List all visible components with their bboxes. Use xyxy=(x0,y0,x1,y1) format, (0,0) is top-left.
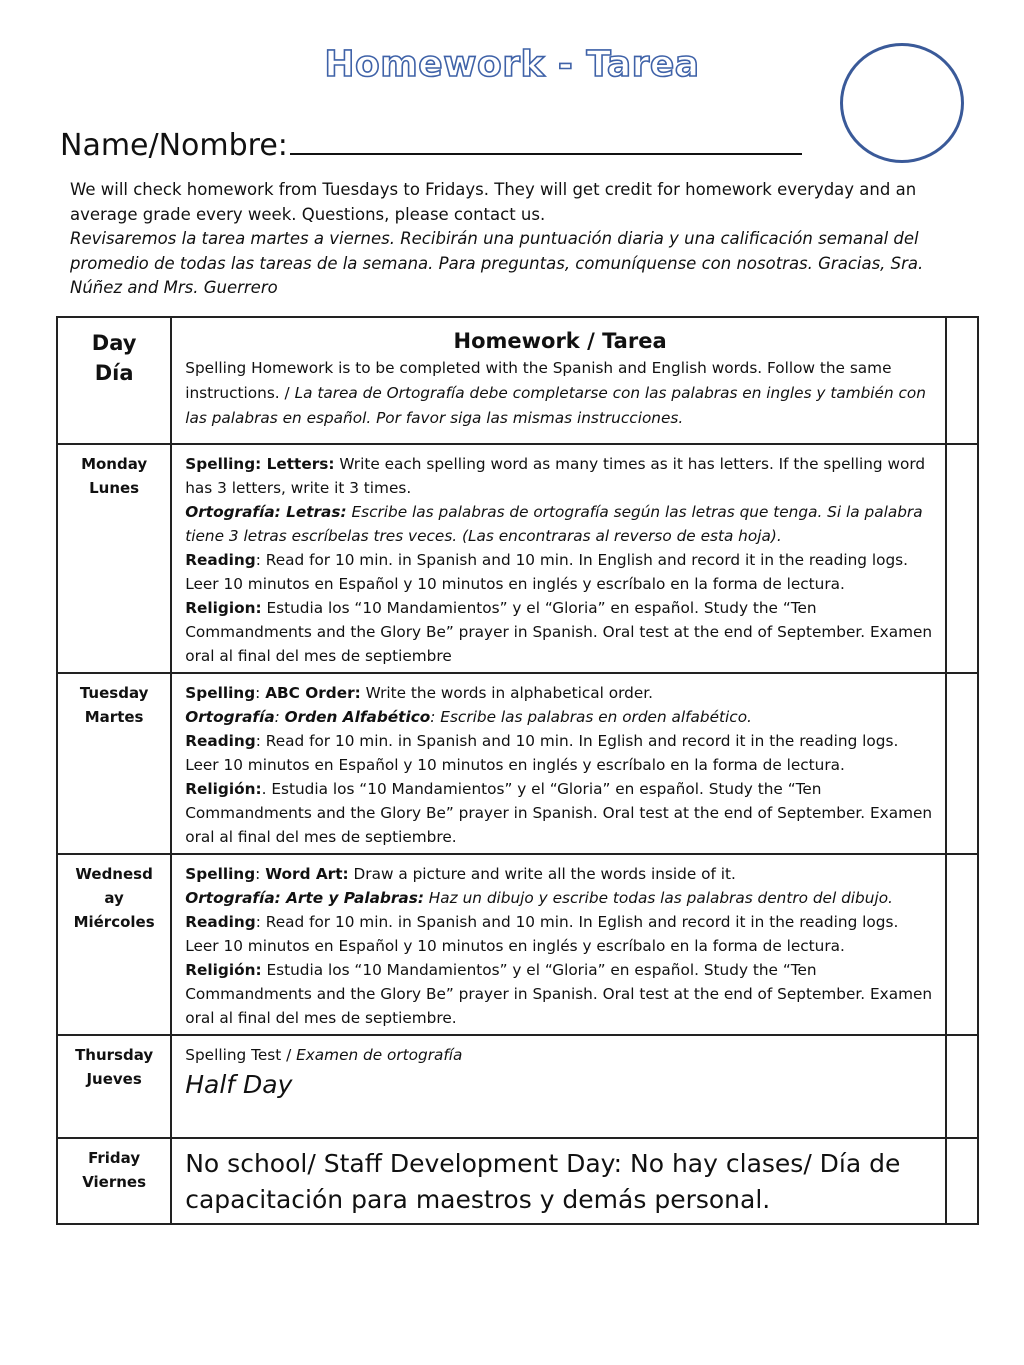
homework-header-note xyxy=(185,356,935,431)
day-es: Miércoles xyxy=(73,913,155,931)
day-cell-thursday xyxy=(57,1035,171,1138)
day-en: Friday xyxy=(88,1149,141,1167)
spelling-label: Spelling: Letters: xyxy=(185,455,335,473)
day-es: Viernes xyxy=(82,1173,147,1191)
day-cell-friday xyxy=(57,1138,171,1224)
homework-header xyxy=(171,317,946,444)
name-field[interactable] xyxy=(60,123,802,163)
spelling-test-es: Examen de ortografía xyxy=(296,1046,463,1064)
ortografia-sep: : xyxy=(274,708,285,726)
homework-cell-tuesday xyxy=(171,673,946,854)
spelling-text: Write each spelling word as many times as it has letters. If the spelling word has 3 letters, write it 3 times. xyxy=(185,455,926,497)
check-cell[interactable] xyxy=(946,317,978,444)
day-es: Martes xyxy=(84,708,144,726)
check-cell[interactable] xyxy=(946,1138,978,1224)
reading-item xyxy=(185,729,935,777)
intro-english: We will check homework from Tuesdays to Fridays. They will get credit for homework everyday and an average grade every week. Questions, please contact us. xyxy=(70,180,917,224)
homework-cell-friday xyxy=(171,1138,946,1224)
check-cell[interactable] xyxy=(946,444,978,673)
reading-label: Reading xyxy=(185,913,256,931)
no-school-note: No school/ Staff Development Day: No hay clases/ Día de capacitación para maestros y demás personal. xyxy=(185,1149,901,1214)
ortografia-text: Haz un dibujo y escribe todas las palabras dentro del dibujo. xyxy=(423,889,893,907)
reading-text: : Read for 10 min. in Spanish and 10 min. In English and record it in the reading logs. Leer 10 minutos en Español y 10 minutos en inglés y escríbalo en la forma de lectura. xyxy=(185,551,909,593)
day-en-line2: ay xyxy=(104,889,124,907)
ortografia-item xyxy=(185,705,935,729)
day-header xyxy=(57,317,171,444)
ortografia-text: Escribe las palabras de ortografía según las letras que tenga. Si la palabra tiene 3 letras escríbelas tres veces. (Las encontraras al reverso de esta hoja). xyxy=(185,503,923,545)
spelling-label: Spelling xyxy=(185,684,256,702)
spelling-sep: : xyxy=(255,865,266,883)
homework-table xyxy=(56,316,979,1225)
spelling-sep: : xyxy=(255,684,266,702)
spelling-text: Write the words in alphabetical order. xyxy=(360,684,654,702)
reading-label: Reading xyxy=(185,551,256,569)
religion-item xyxy=(185,596,935,668)
reading-text: : Read for 10 min. in Spanish and 10 min. In Eglish and record it in the reading logs. Leer 10 minutos en Español y 10 minutos en inglés y escríbalo en la forma de lectura. xyxy=(185,732,899,774)
reading-text: : Read for 10 min. in Spanish and 10 min. In Eglish and record it in the reading logs. Leer 10 minutos en Español y 10 minutos en inglés y escríbalo en la forma de lectura. xyxy=(185,913,899,955)
table-row-friday xyxy=(57,1138,978,1224)
spelling-test-en: Spelling Test / xyxy=(185,1046,297,1064)
ortografia-sub: Orden Alfabético xyxy=(284,708,431,726)
grade-circle xyxy=(840,43,964,163)
religion-item xyxy=(185,777,935,849)
ortografia-item xyxy=(185,500,935,548)
half-day-note: Half Day xyxy=(185,1070,293,1099)
reading-item xyxy=(185,910,935,958)
spelling-text: Draw a picture and write all the words inside of it. xyxy=(348,865,736,883)
intro-text xyxy=(70,178,950,301)
header-note-en: Spelling Homework is to be completed with the Spanish and English words. Follow the same instructions. / xyxy=(185,359,892,402)
day-en: Thursday xyxy=(75,1046,154,1064)
spelling-item xyxy=(185,862,935,886)
intro-spanish: Revisaremos la tarea martes a viernes. Recibirán una puntuación diaria y una calificación semanal del promedio de todas las tareas de la semana. Para preguntas, comuníquense con nosotras. Gracias, Sra. Núñez and Mrs. Guerrero xyxy=(70,229,924,297)
religion-label: Religión: xyxy=(185,961,262,979)
religion-text: Estudia los “10 Mandamientos” y el “Gloria” en español. Study the “Ten Commandments and the Glory Be” prayer in Spanish. Oral test at the end of September. Examen oral al final del mes de septiembre xyxy=(185,599,933,665)
religion-text: Estudia los “10 Mandamientos” y el “Gloria” en español. Study the “Ten Commandments and the Glory Be” prayer in Spanish. Oral test at the end of September. Examen oral al final del mes de septiembre. xyxy=(185,961,933,1027)
ortografia-label: Ortografía: Arte y Palabras: xyxy=(185,889,424,907)
name-blank-line[interactable] xyxy=(290,123,802,155)
ortografia-label: Ortografía: Letras: xyxy=(185,503,347,521)
table-header-row xyxy=(57,317,978,444)
religion-label: Religion: xyxy=(185,599,262,617)
day-en: Monday xyxy=(81,455,148,473)
name-label: Name/Nombre: xyxy=(60,128,288,163)
ortografia-item xyxy=(185,886,935,910)
spelling-test-item xyxy=(185,1043,935,1067)
table-row-wednesday xyxy=(57,854,978,1035)
table-row-monday xyxy=(57,444,978,673)
table-row-thursday xyxy=(57,1035,978,1138)
homework-header-title: Homework / Tarea xyxy=(453,329,667,353)
day-en: Tuesday xyxy=(79,684,149,702)
day-header-es: Día xyxy=(94,361,134,385)
religion-text: . Estudia los “10 Mandamientos” y el “Gloria” en español. Study the “Ten Commandments and the Glory Be” prayer in Spanish. Oral test at the end of September. Examen oral al final del mes de septiembre. xyxy=(185,780,933,846)
header-note-es: La tarea de Ortografía debe completarse con las palabras en ingles y también con las palabras en español. Por favor siga las mismas instrucciones. xyxy=(185,384,926,427)
day-cell-tuesday xyxy=(57,673,171,854)
check-cell[interactable] xyxy=(946,1035,978,1138)
check-cell[interactable] xyxy=(946,854,978,1035)
spelling-label: Spelling xyxy=(185,865,256,883)
check-cell[interactable] xyxy=(946,673,978,854)
homework-cell-wednesday xyxy=(171,854,946,1035)
page-title: Homework - Tarea xyxy=(324,44,700,85)
religion-item xyxy=(185,958,935,1030)
ortografia-text: : Escribe las palabras en orden alfabético. xyxy=(430,708,752,726)
day-header-en: Day xyxy=(91,331,137,355)
day-es: Jueves xyxy=(86,1070,142,1088)
ortografia-label: Ortografía xyxy=(185,708,275,726)
reading-label: Reading xyxy=(185,732,256,750)
day-en-line1: Wednesd xyxy=(75,865,153,883)
spelling-sub: ABC Order: xyxy=(265,684,361,702)
spelling-item xyxy=(185,452,935,500)
day-cell-monday xyxy=(57,444,171,673)
spelling-sub: Word Art: xyxy=(265,865,349,883)
spelling-item xyxy=(185,681,935,705)
day-es: Lunes xyxy=(89,479,140,497)
homework-cell-thursday xyxy=(171,1035,946,1138)
reading-item xyxy=(185,548,935,596)
religion-label: Religión: xyxy=(185,780,262,798)
table-row-tuesday xyxy=(57,673,978,854)
day-cell-wednesday xyxy=(57,854,171,1035)
homework-cell-monday xyxy=(171,444,946,673)
